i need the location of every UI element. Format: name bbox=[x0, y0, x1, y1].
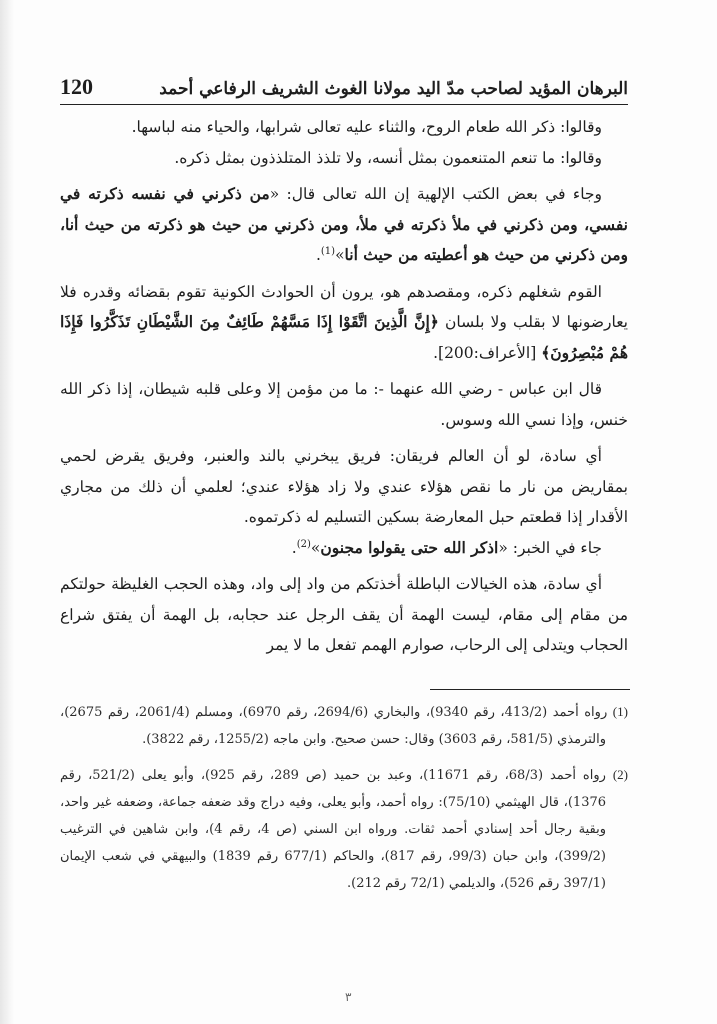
text-run: » bbox=[335, 246, 345, 264]
text-run: » bbox=[310, 538, 321, 557]
page-number: 120 bbox=[60, 74, 93, 99]
quoted-text: ﴿إِنَّ الَّذِينَ اتَّقَوْا إِذَا مَسَّهُمْ طَائِفٌ مِنَ الشَّيْطَانِ تَذَكَّرُوا فَإِذَا هُمْ مُبْصِرُونَ﴾ bbox=[60, 312, 628, 362]
footnote-ref: (1) bbox=[320, 245, 336, 257]
text-run: . bbox=[315, 246, 321, 264]
footnote-text: رواه أحمد (413/2، رقم 9340)، والبخاري (2694/6، رقم 6970)، ومسلم (2061/4، رقم 2675)، والترمذي (581/5، رقم 3603) وقال: حسن صحيح. وابن ماجه (1255/2، رقم 3822). bbox=[60, 705, 608, 747]
footnote-number: (2) bbox=[612, 767, 628, 782]
paragraph bbox=[60, 179, 628, 271]
paragraph bbox=[60, 533, 628, 564]
text-run: وقالوا: ما تنعم المتنعمون بمثل أنسه، ولا تلذذ المتلذذون بمثل ذكره. bbox=[174, 148, 602, 167]
paragraph bbox=[60, 277, 628, 369]
text-run: جاء في الخبر: « bbox=[498, 538, 602, 557]
paragraph bbox=[60, 441, 628, 533]
footnote-separator bbox=[430, 689, 630, 690]
footnotes bbox=[60, 698, 628, 905]
paragraph bbox=[60, 374, 628, 435]
footnote bbox=[60, 761, 628, 897]
text-run: وجاء في بعض الكتب الإلهية إن الله تعالى قال: « bbox=[269, 185, 602, 203]
quoted-text: اذكر الله حتى يقولوا مجنون bbox=[320, 537, 499, 557]
running-header bbox=[60, 72, 628, 105]
text-run: أي سادة، لو أن العالم فريقان: فريق يبخرني بالند والعنبر، وفريق يقرض لحمي بمقاريض من نار ما نقص هؤلاء عندي ولا زاد هؤلاء عندي؛ لعلمي أن ذلك من مجاري الأقدار إذا قطعتم حبل المعارضة بسكين التسليم له ذكرتموه. bbox=[60, 447, 628, 526]
running-title: البرهان المؤيد لصاحب مدّ اليد مولانا الغوث الشريف الرفاعي أحمد bbox=[159, 79, 628, 99]
footnote-text: رواه أحمد (68/3، رقم 11671)، وعبد بن حميد (ص 289، رقم 925)، وأبو يعلى (521/2، رقم 1376)، قال الهيثمي (75/10): رواه أحمد، وأبو يعلى، وفيه دراج وقد ضعفه جماعة، وضعفه غير واحد، وبقية رجال أحد إسنادي أحمد ثقات. ورواه ابن السني (ص 4، رقم 4)، وابن شاهين في الترغيب (399/2)، وابن حبان (99/3، رقم 817)، والحاكم (677/1 رقم 1839) والبيهقي في شعب الإيمان (397/1 رقم 526)، والديلمي (72/1 رقم 212). bbox=[60, 768, 607, 891]
footnote-ref: (2) bbox=[296, 538, 311, 550]
text-run: القوم شغلهم ذكره، ومقصدهم هو، يرون أن الحوادث الكونية تقوم بقضائه وقدره فلا يعارضونها لا بقلب ولا بلسان bbox=[60, 282, 628, 331]
text-run: وقالوا: ذكر الله طعام الروح، والثناء عليه تعالى شرابها، والحياء منه لباسها. bbox=[131, 118, 602, 136]
text-run: [الأعراف:200]. bbox=[433, 343, 542, 362]
quoted-text: من ذكرني في نفسه ذكرته في نفسي، ومن ذكرني في ملأ ذكرته في ملأ، ومن ذكرني من حيث هو ذكرته من حيث أنا، ومن ذكرني من حيث هو أعطيته من حيث أنا bbox=[60, 184, 628, 264]
footnote bbox=[60, 698, 628, 753]
page-binding-shadow bbox=[0, 0, 14, 1024]
paragraph bbox=[60, 143, 628, 174]
paragraph bbox=[60, 569, 628, 661]
paragraph bbox=[60, 112, 628, 143]
text-run: قال ابن عباس - رضي الله عنهما -: ما من مؤمن إلا وعلى قلبه شيطان، إذا ذكر الله خنس، وإذا نسي الله وسوس. bbox=[60, 380, 628, 429]
main-text bbox=[60, 112, 628, 661]
text-run: . bbox=[291, 538, 297, 557]
footnote-number: (1) bbox=[612, 704, 628, 719]
text-run: أي سادة، هذه الخيالات الباطلة أخذتكم من واد إلى واد، وهذه الحجب الغليظة حولتكم من مقام إلى مقام، ليست الهمة أن يقف الرجل عند حجابه، بل الهمة أن يفتق شراع الحجاب ويتدلى إلى الرحاب، صوارم الهمم تفعل ما لا يمر bbox=[60, 575, 628, 654]
folio-mark: ٣ bbox=[345, 990, 352, 1004]
